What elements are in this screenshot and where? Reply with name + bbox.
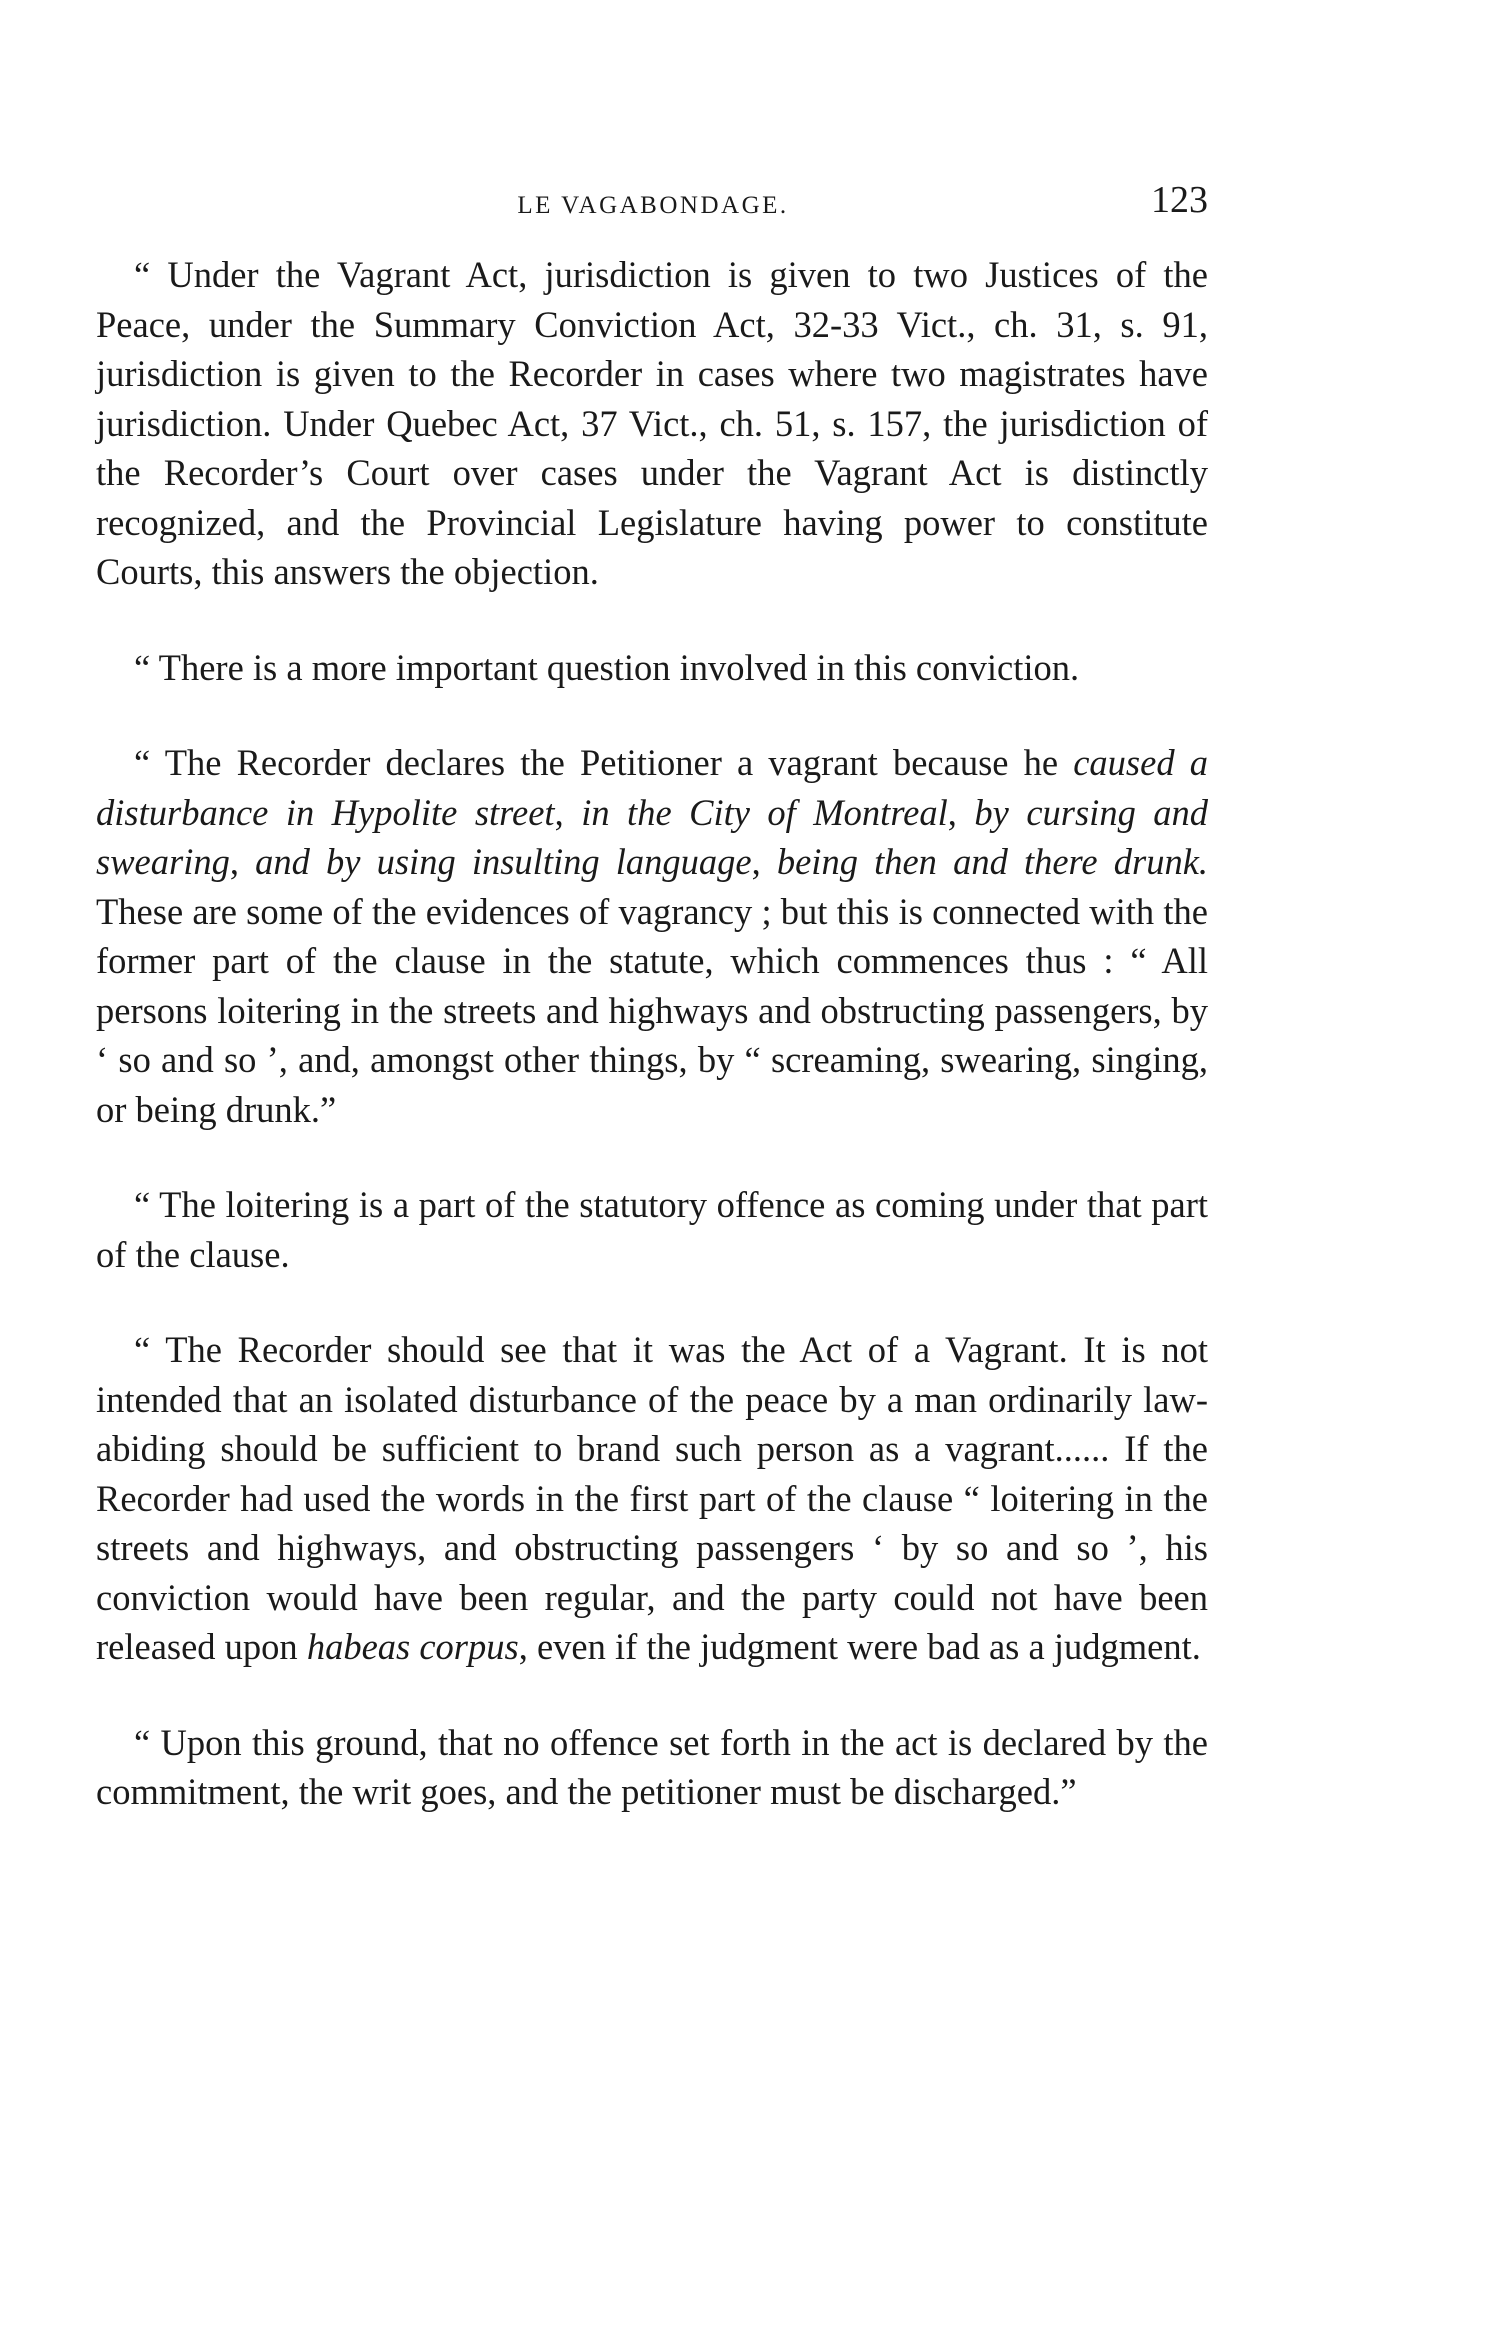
italic-text: by cursing and swearing: [96, 791, 1209, 882]
paragraph: [96, 1180, 1208, 1279]
italic-text: in the City of Montreal: [581, 791, 948, 833]
running-title: LE VAGABONDAGE.: [517, 192, 789, 219]
text-segment: “ The loitering is a part of the statutory offence as coming under that part of the clause.: [96, 1184, 1208, 1275]
text-segment: “ Upon this ground, that no offence set forth in the act is declared by the commitment, the writ goes, and the petitioner must be discharged.”: [96, 1721, 1208, 1812]
text-segment: ,: [947, 791, 975, 833]
text-segment: “ The Recorder should see that it was the Act of a Vagrant. It is not intended that an isolated disturbance of the peace by a man ordinarily law-abiding should be sufficient to brand such person as a vagrant...... If the Recorder had used the words in the first part of the clause “ loitering in the streets and highways, and obstructing passengers ‘ by so and so ’, his conviction would have been regular, and the party could not have been released upon: [96, 1329, 1208, 1667]
text-segment: “ The Recorder declares the Petitioner a vagrant because he: [134, 742, 1074, 783]
text-segment: These are some of the evidences of vagrancy ; but this is connected with the former part of the clause in the statute, which commences thus : “ All persons loitering in the streets and highways and obstructing passengers, by ‘ so and so ’, and, amongst other things, by “ screaming, swearing, singing, or being drunk.”: [96, 890, 1208, 1130]
paragraph: [96, 1718, 1208, 1817]
text-segment: , even if the judgment were bad as a judgment.: [518, 1626, 1201, 1667]
paragraph: [96, 250, 1208, 597]
text-segment: ,: [229, 841, 256, 882]
italic-text: caused a disturbance in Hypolite street: [96, 742, 1208, 833]
text-segment: ,: [554, 791, 582, 833]
italic-text: and by using insulting language: [255, 841, 752, 882]
italic-text: being then and there drunk.: [776, 841, 1209, 882]
paragraph: [96, 643, 1208, 693]
text-segment: “ There is a more important question involved in this conviction.: [134, 646, 1080, 688]
paragraph: [96, 1325, 1208, 1672]
body-text: [96, 250, 1208, 1817]
paragraph: [96, 738, 1208, 1134]
page-number: 123: [1151, 179, 1208, 221]
running-head: [98, 178, 1208, 228]
text-segment: “ Under the Vagrant Act, jurisdiction is given to two Justices of the Peace, under the Summary Conviction Act, 32-33 Vict., ch. 31, s. 91, jurisdiction is given to the Recorder in cases where two magistrates have jurisdiction. Under Quebec Act, 37 Vict., ch. 51, s. 157, the jurisdiction of the Recorder’s Court over cases under the Vagrant Act is distinctly recognized, and the Provincial Legislature having power to constitute Courts, this answers the objection.: [96, 254, 1208, 592]
italic-text: habeas corpus: [306, 1626, 519, 1667]
text-segment: ,: [751, 841, 777, 882]
